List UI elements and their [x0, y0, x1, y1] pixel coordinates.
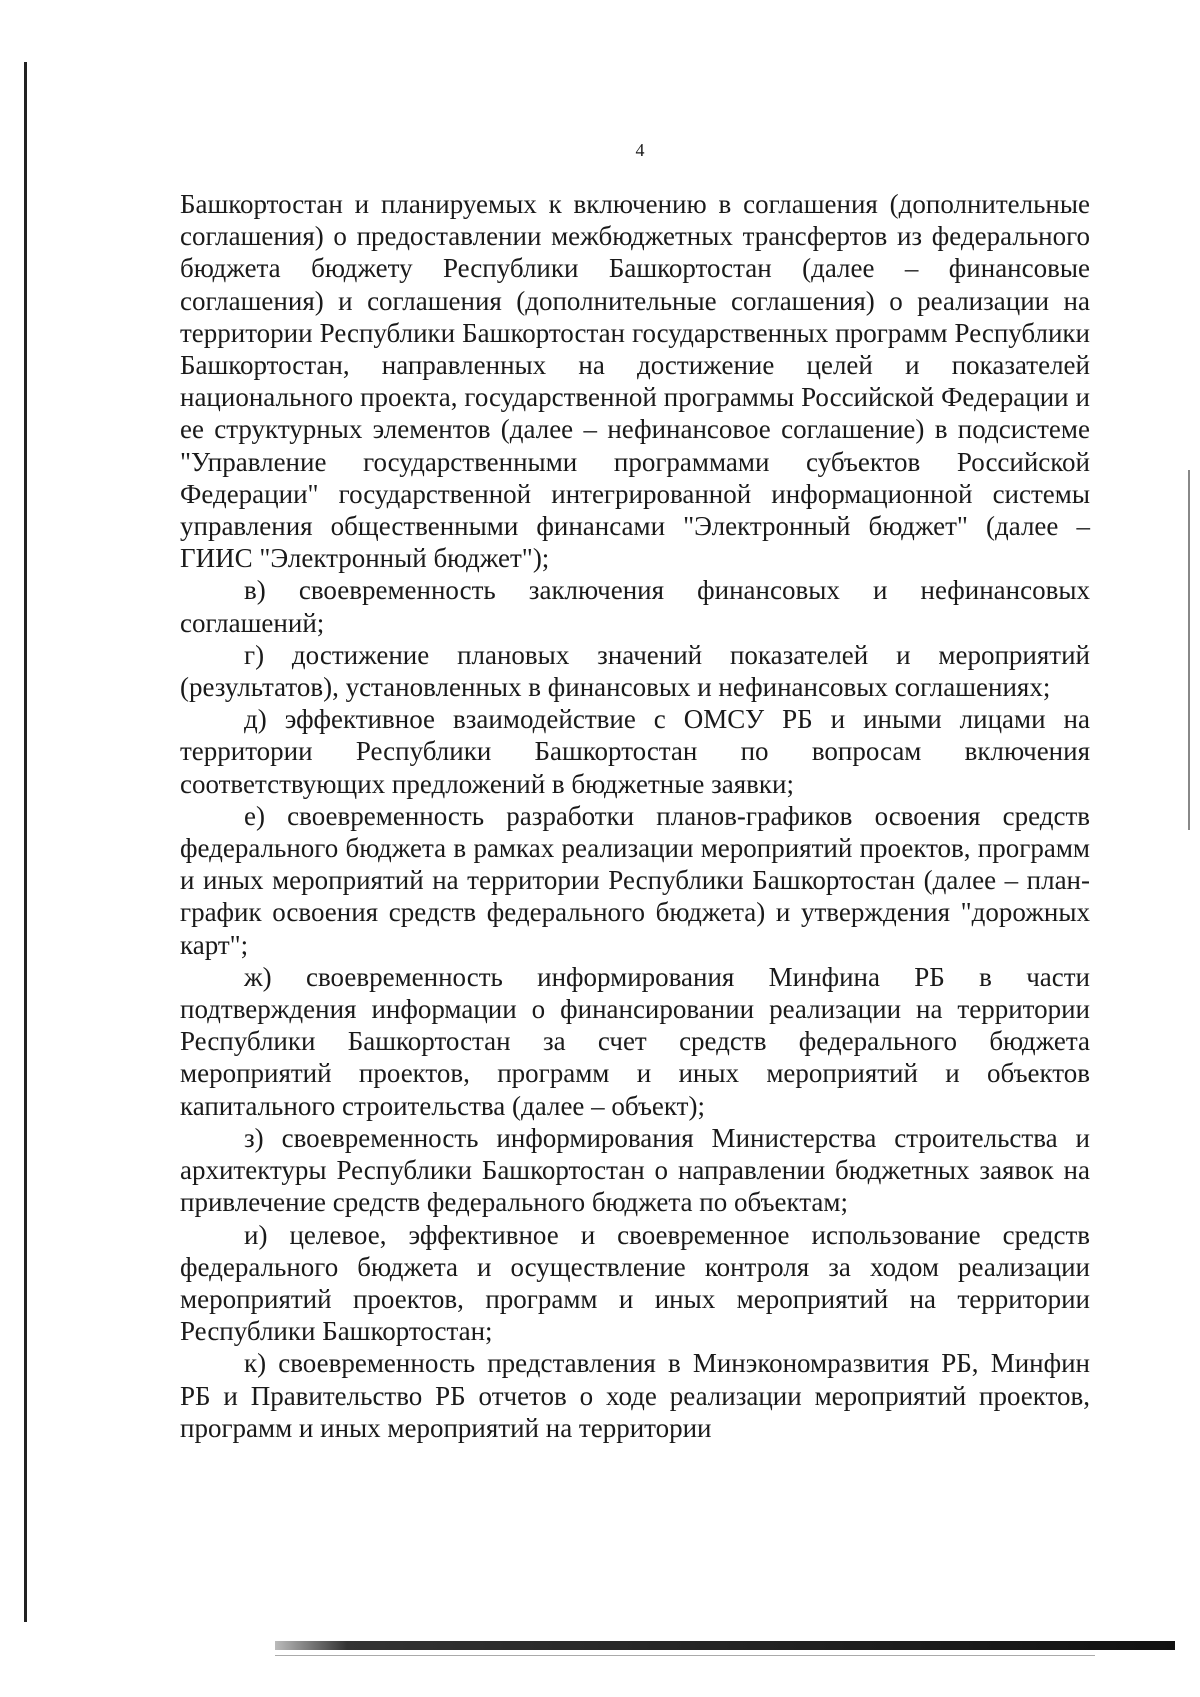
scan-edge-right [1188, 470, 1190, 830]
document-body [180, 188, 1090, 1444]
paragraph-item-v: в) своевременность заключения финансовых и нефинансовых соглашений; [180, 575, 1090, 638]
page-number: 4 [635, 140, 645, 160]
paragraph-item-z: з) своевременность информирования Министерства строительства и архитектуры Республики Башкортостан о направлении бюджетных заявок на привлечение средств федерального бюджета по объектам; [180, 1122, 1090, 1218]
paragraph-item-zh: ж) своевременность информирования Минфина РБ в части подтверждения информации о финансировании реализации на территории Республики Башкортостан за счет средств федерального бюджета мероприятий проектов, программ и иных мероприятий и объектов капитального строительства (далее – объект); [180, 961, 1090, 1121]
paragraph-item-d: д) эффективное взаимодействие с ОМСУ РБ и иными лицами на территории Республики Башкортостан по вопросам включения соответствующих предложений в бюджетные заявки; [180, 704, 1090, 799]
paragraph-continuation: Башкортостан и планируемых к включению в соглашения (дополнительные соглашения) о предоставлении межбюджетных трансфертов из федерального бюджета бюджету Республики Башкортостан (далее – финансовые соглашения) и соглашения (дополнительные соглашения) о реализации на территории Республики Башкортостан государственных программ Республики Башкортостан, направленных на достижение целей и показателей национального проекта, государственной программы Российской Федерации и ее структурных элементов (далее – нефинансовое соглашение) в подсистеме "Управление государственными программами субъектов Российской Федерации" государственной интегрированной информационной системы управления общественными финансами "Электронный бюджет" (далее – ГИИС "Электронный бюджет"); [180, 189, 1090, 574]
paragraph-item-g: г) достижение плановых значений показателей и мероприятий (результатов), установленных в финансовых и нефинансовых соглашениях; [180, 639, 1090, 703]
paragraph-item-k: к) своевременность представления в Минэкономразвития РБ, Минфин РБ и Правительство РБ отчетов о ходе реализации мероприятий проектов, программ и иных мероприятий на территории [180, 1348, 1090, 1443]
scan-bottom-line [275, 1655, 1095, 1656]
paragraph-item-e: е) своевременность разработки планов-графиков освоения средств федерального бюджета в рамках реализации мероприятий проектов, программ и иных мероприятий на территории Республики Башкортостан (далее – план-график освоения средств федерального бюджета) и утверждения "дорожных карт"; [180, 800, 1090, 960]
scan-edge-left [24, 62, 27, 1622]
paragraph-item-i: и) целевое, эффективное и своевременное использование средств федерального бюджета и осуществление контроля за ходом реализации мероприятий проектов, программ и иных мероприятий на территории Республики Башкортостан; [180, 1219, 1090, 1347]
scan-bottom-bar [275, 1641, 1175, 1650]
